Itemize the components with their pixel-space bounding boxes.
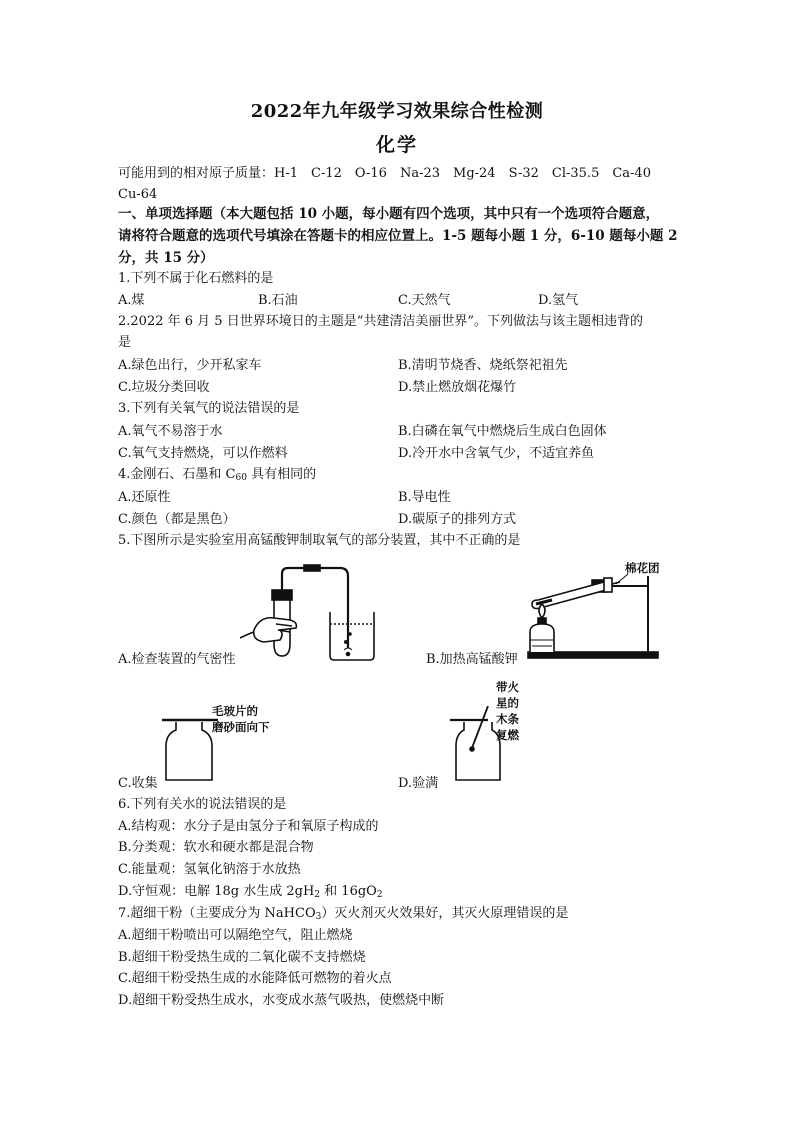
- section-instructions-1: 一、单项选择题（本大题包括 10 小题，每小题有四个选项，其中只有一个选项符合题意，: [118, 206, 660, 222]
- q7-option-b: B.超细干粉受热生成的二氧化碳不支持燃烧: [118, 950, 366, 965]
- q1-option-a: A.煤: [118, 293, 145, 308]
- q6-option-c: C.能量观：氢氧化钠溶于水放热: [118, 862, 301, 877]
- atomic-masses: 可能用到的相对原子质量：H-1 C-12 O-16 Na-23 Mg-24 S-32 Cl-35.5 Ca-40 Cu-64: [118, 166, 664, 202]
- q7-stem-subscript: 3: [315, 912, 322, 922]
- q7-option-d: D.超细干粉受热生成水，水变成水蒸气吸热，使燃烧中断: [118, 993, 445, 1008]
- fig-d-label-4: 复燃: [496, 728, 519, 742]
- fig-b-label: 棉花团: [625, 561, 660, 575]
- q2-stem-1: 2.2022 年 6 月 5 日世界环境日的主题是“共建清洁美丽世界”。下列做法与该主题相违背的: [118, 314, 643, 329]
- q4-stem: [118, 467, 316, 486]
- q6-option-d: [118, 884, 383, 903]
- q1-option-d: D.氢气: [538, 293, 579, 308]
- fig-d-label-3: 木条: [496, 712, 519, 726]
- q5-option-a: A.检查装置的气密性: [118, 652, 236, 667]
- q4-stem-prefix: 4.金刚石、石墨和 C: [118, 467, 236, 482]
- q7-option-c: C.超细干粉受热生成的水能降低可燃物的着火点: [118, 971, 392, 986]
- q2-option-c: C.垃圾分类回收: [118, 380, 210, 395]
- section-instructions-2: 请将符合题意的选项代号填涂在答题卡的相应位置上。1-5 题每小题 1 分，6-10 题每小题 2: [118, 228, 678, 244]
- q6-d-sub-2: 2: [376, 890, 383, 900]
- q5-option-d: D.验满: [398, 776, 439, 791]
- q6-option-a: A.结构观：水分子是由氢分子和氧原子构成的: [118, 819, 379, 834]
- figure-airtightness-check: [240, 560, 380, 665]
- q4-option-c: C.颜色（都是黑色）: [118, 512, 236, 527]
- q1-stem: 1.下列不属于化石燃料的是: [118, 271, 274, 286]
- q2-stem-2: 是: [118, 335, 132, 350]
- fig-c-label-2: 磨砂面向下: [212, 720, 270, 734]
- figure-heating-kmno4: [508, 560, 668, 662]
- q2-option-b: B.清明节烧香、烧纸祭祀祖先: [398, 358, 568, 373]
- q6-d-mid: 和 16gO: [320, 884, 377, 899]
- fig-d-label-2: 星的: [496, 696, 519, 710]
- q2-option-a: A.绿色出行，少开私家车: [118, 358, 262, 373]
- q7-option-a: A.超细干粉喷出可以隔绝空气，阻止燃烧: [118, 928, 353, 943]
- q6-stem: 6.下列有关水的说法错误的是: [118, 797, 287, 812]
- q7-stem-prefix: 7.超细干粉（主要成分为 NaHCO: [118, 906, 316, 921]
- q5-stem: 5.下图所示是实验室用高锰酸钾制取氧气的部分装置，其中不正确的是: [118, 533, 521, 548]
- q4-option-b: B.导电性: [398, 490, 451, 505]
- q3-option-b: B.白磷在氧气中燃烧后生成白色固体: [398, 424, 607, 439]
- q6-d-prefix: D.守恒观：电解 18g 水生成 2gH: [118, 884, 315, 899]
- fig-c-label-1: 毛玻片的: [212, 704, 258, 718]
- q7-stem-suffix: ）灭火剂灭火效果好，其灭火原理错误的是: [321, 906, 569, 921]
- q4-option-d: D.碳原子的排列方式: [398, 512, 517, 527]
- q5-option-b: B.加热高锰酸钾: [426, 652, 518, 667]
- q1-option-c: C.天然气: [398, 293, 451, 308]
- q2-option-d: D.禁止燃放烟花爆竹: [398, 380, 517, 395]
- q4-option-a: A.还原性: [118, 490, 171, 505]
- q3-option-d: D.冷开水中含氧气少，不适宜养鱼: [398, 446, 595, 461]
- q6-option-b: B.分类观：软水和硬水都是混合物: [118, 840, 314, 855]
- q5-option-c: C.收集: [118, 776, 158, 791]
- q6-d-sub-1: 2: [314, 890, 321, 900]
- fig-d-label-1: 带火: [496, 680, 519, 694]
- figure-gas-collection: [160, 716, 220, 782]
- q4-stem-suffix: 具有相同的: [246, 467, 317, 482]
- q3-option-c: C.氧气支持燃烧，可以作燃料: [118, 446, 288, 461]
- exam-title: 2022年九年级学习效果综合性检测: [250, 101, 544, 122]
- q4-stem-subscript: 60: [235, 473, 247, 483]
- q7-stem: [118, 906, 568, 925]
- q1-option-b: B.石油: [258, 293, 298, 308]
- q3-stem: 3.下列有关氧气的说法错误的是: [118, 401, 300, 416]
- q3-option-a: A.氧气不易溶于水: [118, 424, 223, 439]
- section-instructions-3: 分，共 15 分）: [118, 250, 214, 266]
- subject-title: 化学: [375, 134, 418, 156]
